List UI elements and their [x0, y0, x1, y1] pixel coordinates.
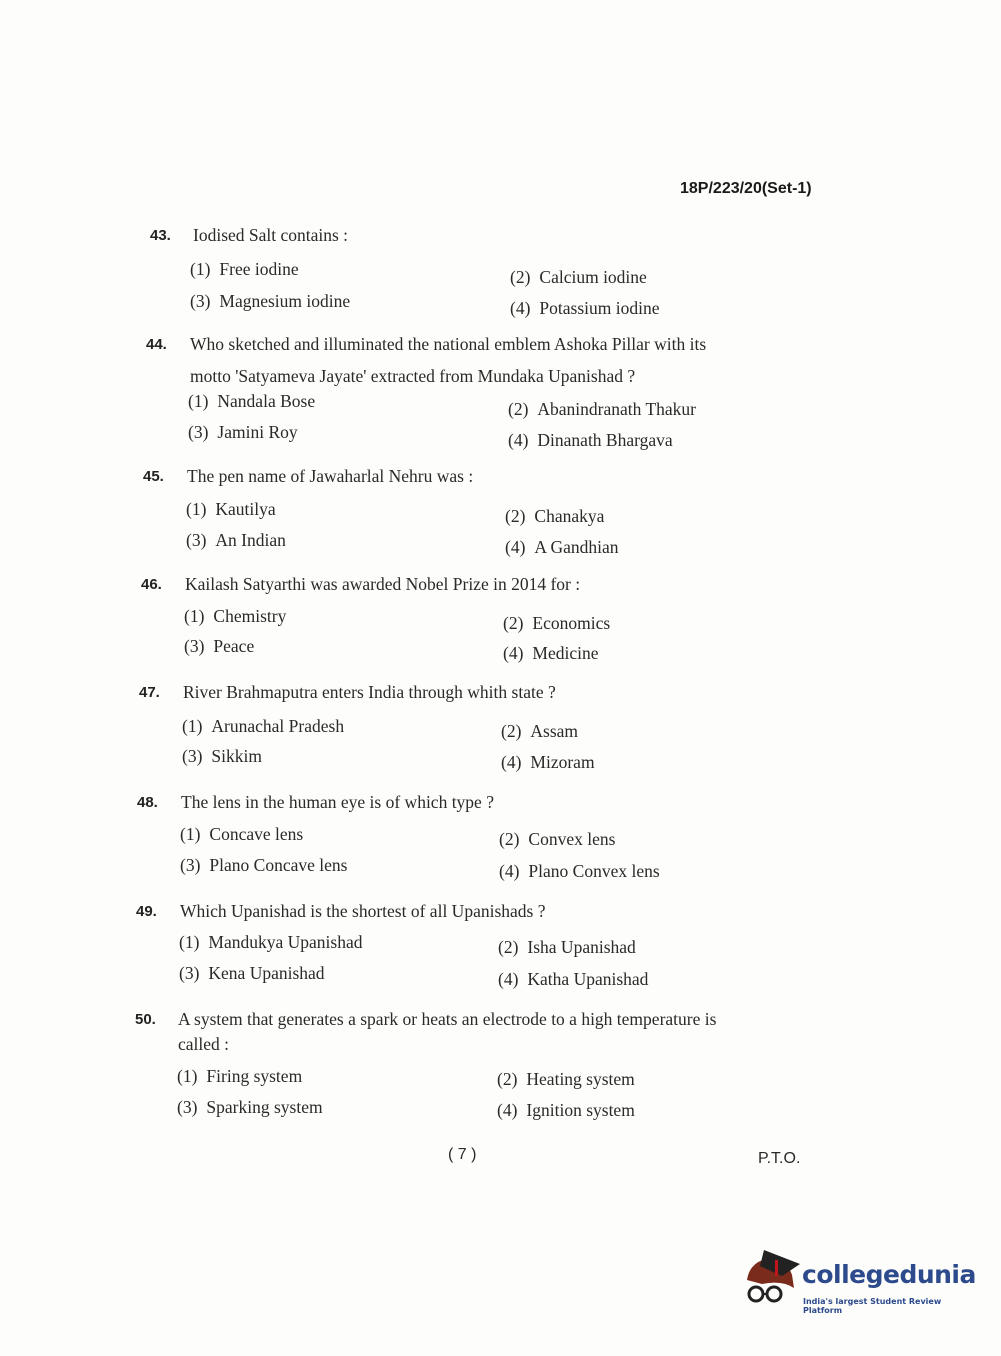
option-text: Heating system [526, 1069, 635, 1089]
option-text: Jamini Roy [217, 422, 298, 442]
option-number: (2) [497, 1069, 518, 1089]
option-text: Concave lens [209, 824, 304, 844]
option-3 [180, 855, 347, 876]
brand-name: collegedunia [802, 1260, 976, 1289]
question-text: Who sketched and illuminated the national emblem Ashoka Pillar with its [190, 334, 707, 354]
option-1 [186, 499, 276, 520]
option-1 [190, 259, 299, 280]
page-number: ( 7 ) [448, 1146, 477, 1163]
option-2 [501, 721, 578, 742]
option-text: Potassium iodine [539, 298, 660, 318]
option-number: (3) [180, 855, 201, 875]
option-text: A Gandhian [534, 537, 619, 557]
option-2 [510, 267, 647, 288]
option-number: (2) [498, 937, 519, 957]
option-text: Sikkim [211, 746, 262, 766]
question-text: Iodised Salt contains : [193, 225, 349, 245]
option-2 [508, 399, 696, 420]
option-3 [188, 422, 298, 443]
option-text: Mandukya Upanishad [208, 932, 363, 952]
collegedunia-logo [742, 1250, 976, 1320]
question-text: The lens in the human eye is of which type ? [181, 792, 494, 812]
option-text: Katha Upanishad [527, 969, 649, 989]
option-number: (3) [184, 636, 205, 656]
option-number: (3) [182, 746, 203, 766]
option-number: (1) [190, 259, 211, 279]
option-text: An Indian [215, 530, 286, 550]
option-1 [188, 391, 315, 412]
option-number: (4) [499, 861, 520, 881]
option-number: (3) [190, 291, 211, 311]
option-text: Mizoram [530, 752, 595, 772]
question-number: 48. [137, 794, 158, 811]
option-number: (1) [182, 716, 203, 736]
option-number: (1) [188, 391, 209, 411]
option-2 [503, 613, 610, 634]
option-2 [499, 829, 615, 850]
option-4 [508, 430, 673, 451]
mascot-icon [742, 1250, 802, 1320]
option-text: Medicine [532, 643, 599, 663]
option-number: (1) [180, 824, 201, 844]
option-text: Sparking system [206, 1097, 323, 1117]
option-number: (1) [186, 499, 207, 519]
option-3 [186, 530, 286, 551]
option-4 [505, 537, 619, 558]
paper-code: 18P/223/20(Set-1) [680, 180, 812, 197]
option-1 [184, 606, 286, 627]
option-4 [503, 643, 599, 664]
option-text: Economics [532, 613, 611, 633]
question-number: 47. [139, 684, 160, 701]
question-number: 49. [136, 903, 157, 920]
option-text: Dinanath Bhargava [537, 430, 673, 450]
brand-tagline: India's largest Student Review Platform [803, 1297, 942, 1315]
option-text: Assam [530, 721, 579, 741]
question-text: The pen name of Jawaharlal Nehru was : [187, 466, 474, 486]
option-text: Firing system [206, 1066, 303, 1086]
option-number: (3) [188, 422, 209, 442]
option-text: Magnesium iodine [219, 291, 351, 311]
option-text: Free iodine [219, 259, 299, 279]
option-number: (3) [179, 963, 200, 983]
question-number: 45. [143, 468, 164, 485]
option-text: Isha Upanishad [527, 937, 636, 957]
option-number: (2) [501, 721, 522, 741]
question-text: River Brahmaputra enters India through whith state ? [183, 682, 556, 702]
option-number: (2) [499, 829, 520, 849]
question-number: 50. [135, 1011, 156, 1028]
option-number: (4) [510, 298, 531, 318]
option-number: (4) [508, 430, 529, 450]
option-text: Ignition system [526, 1100, 635, 1120]
question-number: 46. [141, 576, 162, 593]
option-3 [184, 636, 254, 657]
option-number: (3) [186, 530, 207, 550]
option-number: (2) [508, 399, 529, 419]
option-number: (3) [177, 1097, 198, 1117]
option-number: (1) [179, 932, 200, 952]
option-text: Kautilya [215, 499, 276, 519]
option-2 [498, 937, 636, 958]
option-number: (4) [503, 643, 524, 663]
option-text: Chanakya [534, 506, 605, 526]
option-text: Kena Upanishad [208, 963, 325, 983]
option-text: Convex lens [528, 829, 616, 849]
question-text: Kailash Satyarthi was awarded Nobel Prize in 2014 for : [185, 574, 581, 594]
option-3 [179, 963, 325, 984]
option-4 [497, 1100, 635, 1121]
option-text: Abanindranath Thakur [537, 399, 696, 419]
option-text: Calcium iodine [539, 267, 647, 287]
option-number: (4) [497, 1100, 518, 1120]
option-3 [177, 1097, 323, 1118]
question-text: motto 'Satyameva Jayate' extracted from Mundaka Upanishad ? [190, 366, 636, 386]
option-2 [497, 1069, 635, 1090]
option-text: Plano Convex lens [528, 861, 660, 881]
question-number: 43. [150, 227, 171, 244]
option-2 [505, 506, 604, 527]
option-number: (2) [503, 613, 524, 633]
option-4 [501, 752, 595, 773]
option-4 [499, 861, 660, 882]
option-1 [179, 932, 362, 953]
option-text: Arunachal Pradesh [211, 716, 345, 736]
option-number: (2) [510, 267, 531, 287]
option-1 [182, 716, 344, 737]
option-text: Peace [213, 636, 255, 656]
option-text: Nandala Bose [217, 391, 316, 411]
option-4 [498, 969, 648, 990]
option-number: (1) [184, 606, 205, 626]
question-number: 44. [146, 336, 167, 353]
option-text: Chemistry [213, 606, 287, 626]
option-number: (2) [505, 506, 526, 526]
option-1 [177, 1066, 302, 1087]
option-1 [180, 824, 303, 845]
option-number: (4) [505, 537, 526, 557]
option-4 [510, 298, 659, 319]
option-number: (1) [177, 1066, 198, 1086]
question-text: called : [178, 1034, 230, 1054]
pto-label: P.T.O. [758, 1150, 801, 1167]
option-number: (4) [498, 969, 519, 989]
option-text: Plano Concave lens [209, 855, 348, 875]
question-text: A system that generates a spark or heats an electrode to a high temperature is [178, 1009, 717, 1029]
option-number: (4) [501, 752, 522, 772]
option-3 [190, 291, 350, 312]
option-3 [182, 746, 262, 767]
question-text: Which Upanishad is the shortest of all Upanishads ? [180, 901, 546, 921]
